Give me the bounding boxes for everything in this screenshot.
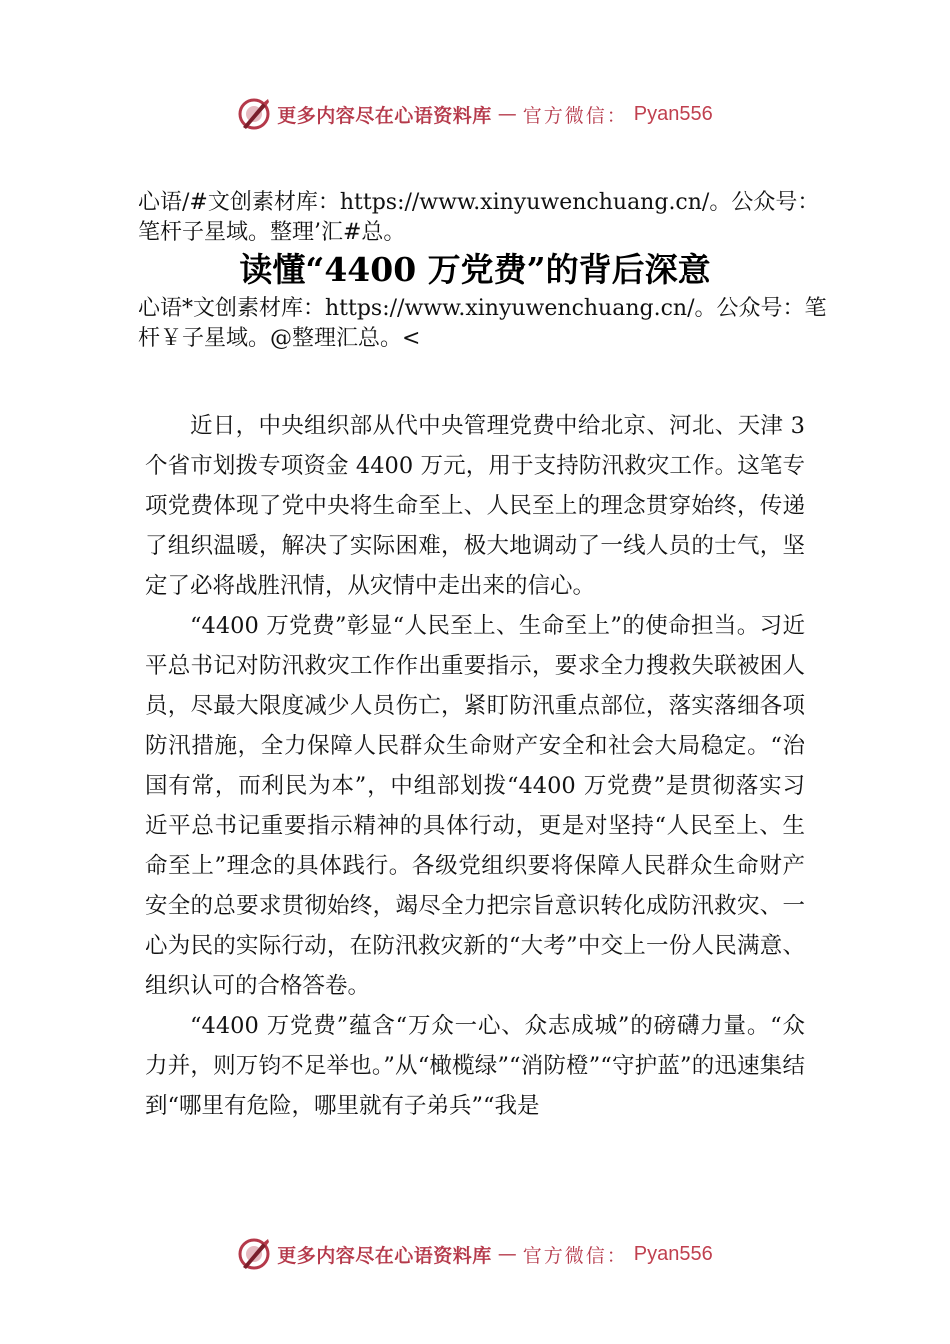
banner-separator: — [497,103,517,125]
paragraph: “4400 万党费”彰显“人民至上、生命至上”的使命担当。习近平总书记对防汛救灾工作作出重要指示，要求全力搜救失联被困人员，尽最大限度减少人员伤亡，紧盯防汛重点部位，落实落细各项防汛措施，全力保障人民群众生命财产安全和社会大局稳定。“治国有常，而利民为本”，中组部划拨“4400 万党费”是贯彻落实习近平总书记重要指示精神的具体行动，更是对坚持“人民至上、生命至上”理念的具体践行。各级党组织要将保障人民群众生命财产安全的总要求贯彻始终，竭尽全力把宗旨意识转化成防汛救灾、一心为民的实际行动，在防汛救灾新的“大考”中交上一份人民满意、组织认可的合格答卷。 [145,613,805,999]
pen-logo-icon [237,97,271,131]
source-note-top: 心语/#文创素材库：https://www.xinyuwenchuang.cn/。公众号：笔杆子星域。整理’汇#总。 [138,190,820,245]
page-title: 读懂“4400 万党费”的背后深意 [239,250,711,289]
banner-wechat-label: 官方微信： [522,1244,628,1267]
paragraph: “4400 万党费”蕴含“万众一心、众志成城”的磅礴力量。“众力并，则万钧不足举也。”从“橄榄绿”“消防橙”“守护蓝”的迅速集结到“哪里有危险，哪里就有子弟兵”“我是 [145,1013,805,1119]
banner-separator: — [497,1243,517,1265]
article-body [145,406,805,1126]
banner-text: 更多内容尽在心语资料库 [277,1244,492,1267]
banner-text: 更多内容尽在心语资料库 [277,104,492,127]
banner-wechat-id: Pyan556 [633,102,713,125]
header-banner [0,94,950,134]
source-note-bottom: 心语*文创素材库：https://www.xinyuwenchuang.cn/。公众号：笔杆￥子星域。@整理汇总。< [138,296,827,351]
banner-wechat-id: Pyan556 [633,1242,713,1265]
paragraph: 近日，中央组织部从代中央管理党费中给北京、河北、天津 3 个省市划拨专项资金 4400 万元，用于支持防汛救灾工作。这笔专项党费体现了党中央将生命至上、人民至上的理念贯穿始终，传递了组织温暖，解决了实际困难，极大地调动了一线人员的士气，坚定了必将战胜汛情，从灾情中走出来的信心。 [145,413,805,599]
pen-logo-icon [237,1237,271,1271]
footer-banner [0,1234,950,1274]
banner-wechat-label: 官方微信： [522,104,628,127]
